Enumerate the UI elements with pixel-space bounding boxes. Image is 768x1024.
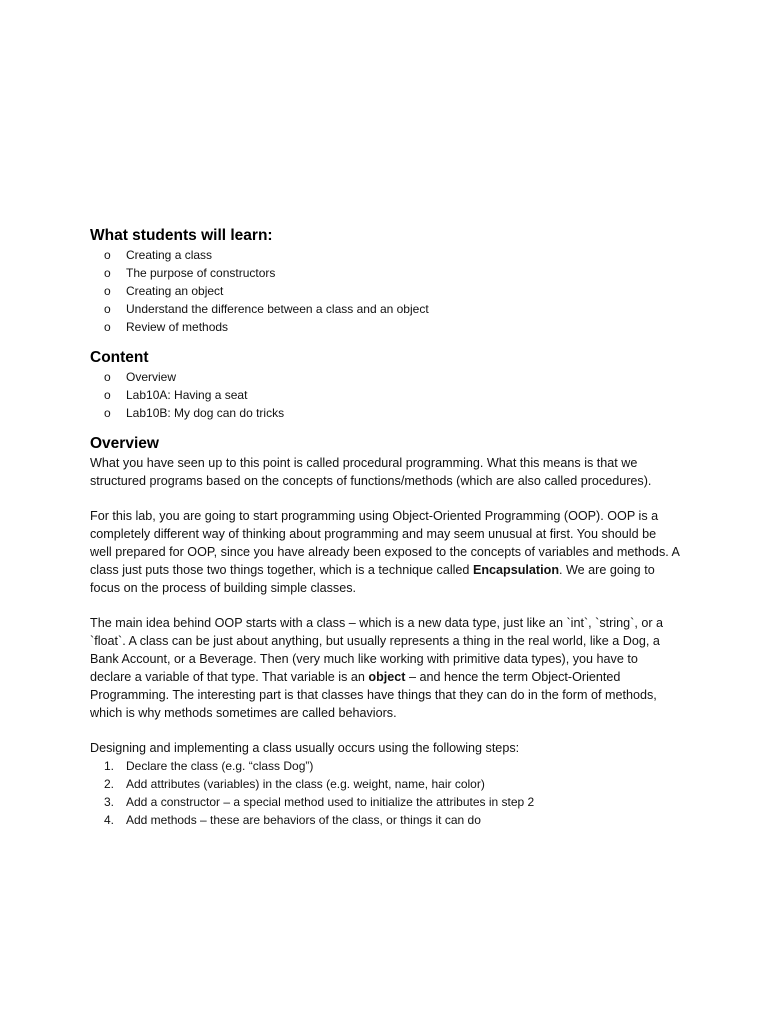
content-section bbox=[90, 348, 680, 422]
list-item-text: Understand the difference between a class and an object bbox=[126, 302, 429, 316]
overview-paragraph-3 bbox=[90, 614, 680, 722]
list-item bbox=[90, 793, 680, 811]
bullet-icon: o bbox=[104, 284, 111, 298]
list-item bbox=[90, 386, 680, 404]
paragraph-text: The main idea behind OOP starts with a class – which is a new data type, just like an `int`, `string`, or a `float`. A class can be just about anything, but usually represents a thing in the real world, like a Dog, a Bank Account, or a Beverage. Then (very much like working with primitive data types), you have to declare a variable of that type. That variable is an bbox=[90, 616, 664, 684]
bullet-icon: o bbox=[104, 302, 111, 316]
step-text: Add a constructor – a special method used to initialize the attributes in step 2 bbox=[126, 795, 535, 809]
list-item-text: Lab10B: My dog can do tricks bbox=[126, 406, 285, 420]
paragraph-text: – and hence the term Object-Oriented Programming. The interesting part is that classes have things that they can do in the form of methods, which is why methods sometimes are called behaviors. bbox=[90, 670, 657, 720]
list-item-text: Creating an object bbox=[126, 284, 224, 298]
list-item-text: The purpose of constructors bbox=[126, 266, 276, 280]
list-item-text: Review of methods bbox=[126, 320, 229, 334]
bullet-icon: o bbox=[104, 248, 111, 262]
paragraph-spacer bbox=[90, 722, 680, 739]
bullet-icon: o bbox=[104, 266, 111, 280]
step-text: Add methods – these are behaviors of the class, or things it can do bbox=[126, 813, 481, 827]
content-heading: Content bbox=[90, 349, 149, 366]
learn-section bbox=[90, 226, 680, 336]
step-number: 3. bbox=[104, 795, 115, 809]
list-item bbox=[90, 264, 680, 282]
encapsulation-term: Encapsulation bbox=[472, 563, 560, 577]
bullet-icon: o bbox=[104, 388, 111, 402]
overview-paragraph-4: Designing and implementing a class usually occurs using the following steps: bbox=[90, 741, 520, 755]
list-item bbox=[90, 757, 680, 775]
paragraph-text: . We are going to focus on the process of building simple classes. bbox=[90, 563, 655, 595]
overview-paragraph-1: What you have seen up to this point is called procedural programming. What this means is that we structured programs based on the concepts of functions/methods (which are also called procedures). bbox=[90, 456, 652, 488]
paragraph-text: For this lab, you are going to start programming using Object-Oriented Programming (OOP). OOP is a completely different way of thinking about programming and may seem unusual at first. You should be well prepared for OOP, since you have already been exposed to the concepts of variables and methods. A class just puts those two things together, which is a technique called bbox=[90, 509, 680, 577]
step-number: 2. bbox=[104, 777, 115, 791]
overview-heading: Overview bbox=[90, 435, 159, 452]
learn-heading: What students will learn: bbox=[90, 227, 273, 244]
paragraph-spacer bbox=[90, 490, 680, 507]
overview-paragraph-2 bbox=[90, 507, 680, 597]
list-item-text: Lab10A: Having a seat bbox=[126, 388, 248, 402]
object-term: object bbox=[368, 670, 406, 684]
list-item-text: Overview bbox=[126, 370, 177, 384]
step-text: Declare the class (e.g. “class Dog”) bbox=[126, 759, 314, 773]
list-item bbox=[90, 282, 680, 300]
step-text: Add attributes (variables) in the class (e.g. weight, name, hair color) bbox=[126, 777, 485, 791]
list-item bbox=[90, 300, 680, 318]
step-number: 4. bbox=[104, 813, 115, 827]
learn-list bbox=[90, 246, 680, 336]
list-item bbox=[90, 775, 680, 793]
list-item bbox=[90, 404, 680, 422]
document-page bbox=[90, 226, 680, 829]
list-item bbox=[90, 811, 680, 829]
list-item bbox=[90, 246, 680, 264]
steps-list bbox=[90, 757, 680, 829]
bullet-icon: o bbox=[104, 370, 111, 384]
list-item bbox=[90, 368, 680, 386]
step-number: 1. bbox=[104, 759, 115, 773]
paragraph-spacer bbox=[90, 597, 680, 614]
content-list bbox=[90, 368, 680, 422]
list-item-text: Creating a class bbox=[126, 248, 213, 262]
bullet-icon: o bbox=[104, 320, 111, 334]
overview-section bbox=[90, 434, 680, 829]
bullet-icon: o bbox=[104, 406, 111, 420]
list-item bbox=[90, 318, 680, 336]
